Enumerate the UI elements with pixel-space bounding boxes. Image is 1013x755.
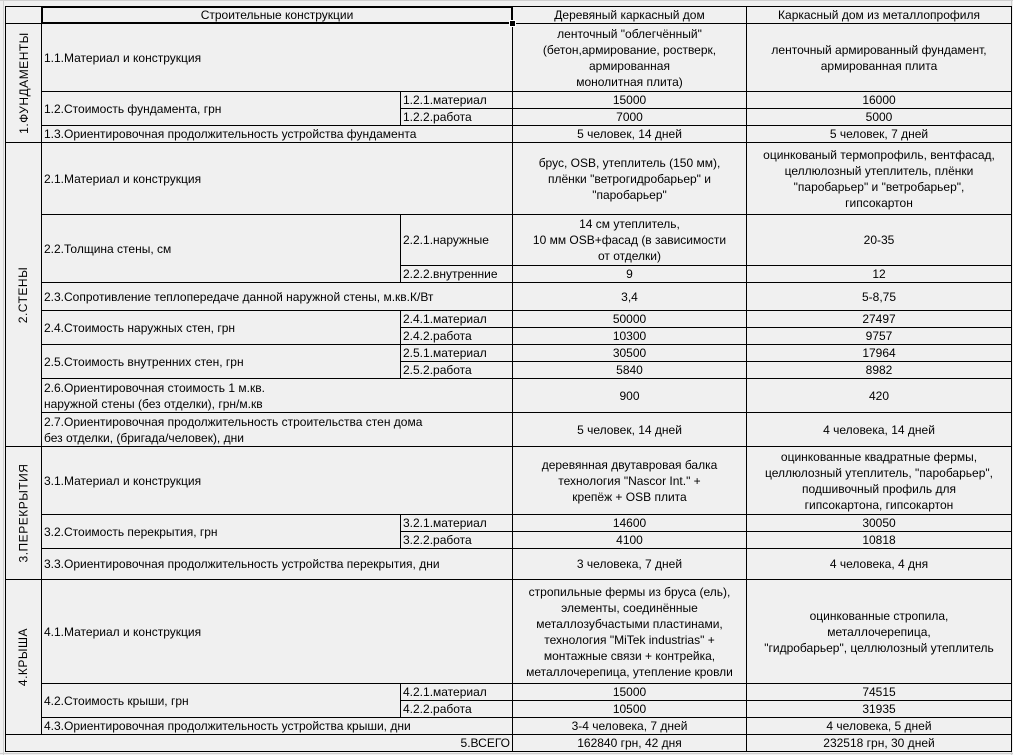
cell-wood[interactable]: 15000 (612, 685, 647, 699)
cell-wood[interactable]: 10300 (612, 329, 647, 343)
cell-metal[interactable]: 30050 (862, 516, 896, 530)
cell-wood[interactable]: ленточный "облегчённый" (бетон,армирование, ростверк, армированная монолитная плита) (542, 26, 717, 89)
section-foundations[interactable] (6, 24, 41, 142)
row-label[interactable]: 3.2.Стоимость перекрытия, грн (44, 524, 218, 539)
cell-wood[interactable]: 30500 (612, 346, 647, 360)
cell-wood[interactable]: деревянная двутавровая балка технология "Nascor Int." + крепёж + OSB плита (541, 457, 718, 504)
cell-metal[interactable]: 12 (872, 267, 886, 281)
cell-metal[interactable]: 10818 (862, 533, 896, 547)
row-label[interactable]: 3.1.Материал и конструкция (44, 473, 202, 488)
row-sublabel[interactable]: 2.4.2.работа (403, 329, 472, 343)
row-label[interactable]: 4.3.Ориентировочная продолжительность устройства крыши, дни (44, 719, 411, 733)
cell-metal[interactable]: оцинкованные квадратные фермы, целлюлозный утеплитель, "паробарьер", подшивочный профиль для гипсокартона, гипсокартон (765, 449, 993, 512)
section-roof[interactable] (6, 580, 41, 734)
section-label: 2.СТЕНЫ (16, 266, 31, 323)
cell-metal[interactable]: 5-8,75 (861, 289, 897, 304)
header-wood-house[interactable]: Деревяный каркасный дом (554, 8, 705, 22)
rule (5, 751, 1012, 752)
cell-metal[interactable]: оцинкованные стропила, металлочерепица, "гидробарьер", целлюлозный утеплитель (764, 608, 994, 655)
total-metal[interactable]: 232518 грн, 30 дней (823, 736, 935, 750)
cell-wood[interactable]: 5 человек, 14 дней (577, 422, 682, 437)
cell-wood[interactable]: 14600 (612, 516, 647, 530)
cell-metal[interactable]: 17964 (862, 346, 896, 360)
row-label[interactable]: 1.2.Стоимость фундамента, грн (44, 101, 222, 116)
cell-wood[interactable]: 5840 (616, 363, 643, 377)
row-sublabel[interactable]: 1.2.1.материал (403, 93, 487, 107)
row-label[interactable]: 4.2.Стоимость крыши, грн (44, 693, 189, 708)
cell-wood[interactable]: 4100 (616, 533, 643, 547)
cell-metal[interactable]: ленточный армированный фундамент, армированная плита (771, 42, 987, 73)
row-sublabel[interactable]: 2.5.2.работа (403, 363, 472, 377)
cell-metal[interactable]: 9757 (865, 329, 893, 343)
row-label[interactable]: 3.3.Ориентировочная продолжительность устройства перекрытия, дни (44, 557, 440, 571)
cell-metal[interactable]: 27497 (862, 312, 896, 326)
total-wood[interactable]: 162840 грн, 42 дня (577, 736, 682, 750)
cell-metal[interactable]: 5000 (865, 110, 893, 124)
cell-metal[interactable]: 74515 (862, 685, 896, 699)
cell-wood[interactable]: 3 человека, 7 дней (576, 557, 683, 571)
cell-metal[interactable]: 5 человек, 7 дней (829, 127, 929, 141)
row-label[interactable]: 2.3.Сопротивление теплопередаче данной наружной стены, м.кв.К/Вт (44, 289, 434, 304)
cell-wood[interactable]: 7000 (616, 110, 643, 124)
row-label[interactable]: 1.1.Материал и конструкция (44, 50, 202, 65)
section-walls[interactable] (6, 143, 41, 446)
cell-metal[interactable]: 31935 (862, 702, 896, 716)
cell-wood[interactable]: стропильные фермы из бруса (ель), элементы, соединённые металлозубчастыми пластинами, технология "MiTek industrias" + монтажные связи + контрейка, металлочерепица, утепление кровли (526, 584, 733, 679)
row-sublabel[interactable]: 3.2.1.материал (403, 516, 487, 530)
cell-wood[interactable]: 10500 (612, 702, 647, 716)
cell-wood[interactable]: 3,4 (621, 289, 638, 304)
cell-metal[interactable]: 8982 (865, 363, 893, 377)
cell-wood[interactable]: 9 (626, 267, 633, 281)
row-label[interactable]: 2.2.Толщина стены, см (44, 241, 172, 256)
gridline (3, 0, 4, 755)
cell-wood[interactable]: 14 см утеплитель, 10 мм OSB+фасад (в зависимости от отделки) (532, 217, 727, 263)
row-label[interactable]: 1.3.Ориентировочная продолжительность устройства фундамента (44, 127, 417, 141)
row-label[interactable]: 2.5.Стоимость внутренних стен, грн (44, 354, 244, 369)
row-sublabel[interactable]: 2.2.2.внутренние (403, 267, 498, 281)
row-label[interactable]: 2.4.Стоимость наружных стен, грн (44, 320, 236, 335)
row-sublabel[interactable]: 2.4.1.материал (403, 312, 487, 326)
total-label[interactable]: 5.ВСЕГО (460, 736, 510, 750)
section-label: 4.КРЫША (16, 627, 31, 687)
row-label[interactable]: 4.1.Материал и конструкция (44, 624, 202, 639)
cell-wood[interactable]: 50000 (612, 312, 647, 326)
header-constructions[interactable]: Строительные конструкции (41, 6, 513, 24)
row-label[interactable]: 2.1.Материал и конструкция (44, 171, 202, 186)
cell-metal[interactable]: 20-35 (863, 233, 895, 247)
cell-wood[interactable]: брус, OSB, утеплитель (150 мм), плёнки "ветрогидробарьер" и "паробарьер" (538, 155, 721, 202)
row-sublabel[interactable]: 2.5.1.материал (403, 346, 487, 360)
cell-wood[interactable]: 15000 (612, 93, 647, 107)
row-label[interactable]: 2.7.Ориентировочная продолжительность строительства стен дома без отделки, (бригада/человек), дни (44, 414, 423, 445)
gridline (0, 0, 1013, 1)
rule (1011, 6, 1012, 752)
cell-wood[interactable]: 900 (619, 388, 640, 403)
row-sublabel[interactable]: 4.2.2.работа (403, 702, 472, 716)
cell-metal[interactable]: 4 человека, 4 дня (829, 557, 929, 571)
row-sublabel[interactable]: 1.2.2.работа (403, 110, 472, 124)
cell-metal[interactable]: 420 (868, 388, 890, 403)
cell-wood[interactable]: 3-4 человека, 7 дней (571, 719, 688, 733)
gridline (0, 753, 1013, 754)
row-sublabel[interactable]: 3.2.2.работа (403, 533, 472, 547)
cell-metal[interactable]: 16000 (862, 93, 896, 107)
section-floors[interactable] (6, 447, 41, 579)
section-label: 3.ПЕРЕКРЫТИЯ (16, 463, 31, 563)
row-sublabel[interactable]: 4.2.1.материал (403, 685, 487, 699)
header-metal-house[interactable]: Каркасный дом из металлопрофиля (778, 8, 980, 22)
cell-wood[interactable]: 5 человек, 14 дней (577, 127, 682, 141)
row-label[interactable]: 2.6.Ориентировочная стоимость 1 м.кв. наружной стены (без отделки), грн/м.кв (44, 380, 265, 411)
section-label: 1.ФУНДАМЕНТЫ (16, 32, 31, 134)
cell-metal[interactable]: 4 человека, 5 дней (826, 719, 932, 733)
cell-metal[interactable]: 4 человека, 14 дней (823, 422, 935, 437)
row-sublabel[interactable]: 2.2.1.наружные (403, 233, 489, 247)
cell-metal[interactable]: оцинкованый термопрофиль, вентфасад, целлюлозный утеплитель, плёнки "паробарьер" и "ветробарьер", гипсокартон (763, 147, 995, 210)
